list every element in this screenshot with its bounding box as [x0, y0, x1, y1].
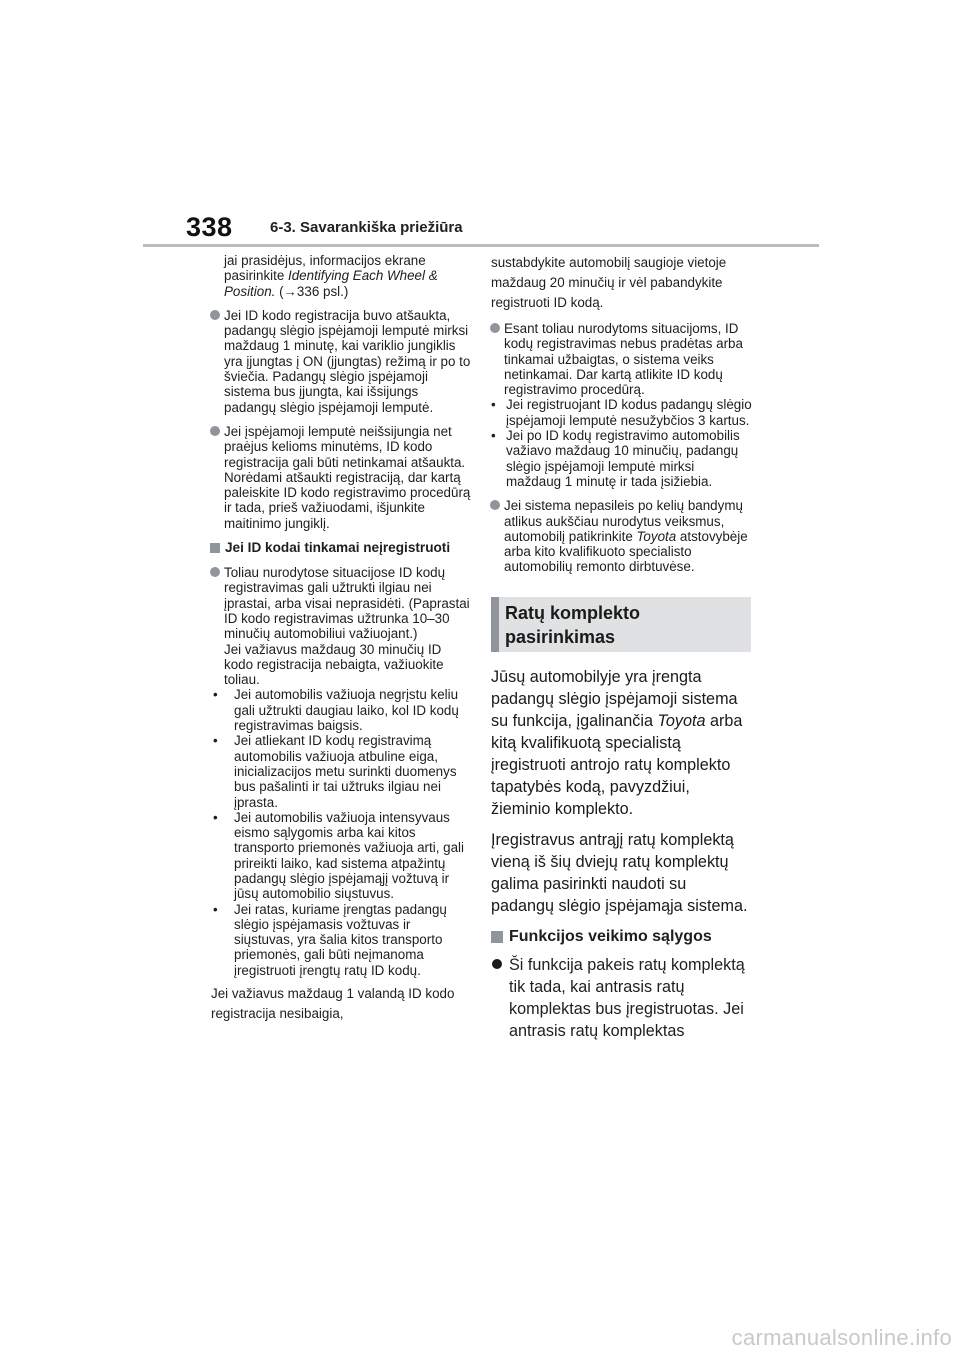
right-subheading-text: Funkcijos veikimo sąlygos [509, 927, 712, 945]
left-sub4-text: Jei ratas, kuriame įrengtas padangų slėgio įspėjamasis vožtuvas ir siųstuvas, yra šalia kitos transporto priemonės, gali būti neįmanoma įregistruoti įrengtų ratų ID kodų. [234, 901, 447, 978]
left-intro [211, 253, 473, 299]
left-intro-italic: Identifying Each Wheel & Position. [224, 268, 438, 299]
left-sub1-text: Jei automobilis važiuoja negrįstu keliu gali užtrukti daugiau laiko, kol ID kodų registravimas baigsis. [234, 687, 459, 734]
sub-bullet-icon: • [213, 687, 218, 703]
list-item [211, 308, 473, 415]
right-para1-italic: Toyota [657, 711, 706, 730]
list-item [211, 565, 473, 687]
left-bullet1-text: Jei ID kodo registracija buvo atšaukta, padangų slėgio įspėjamoji lemputė mirksi maždaug 1 minutę, kai variklio jungiklis yra įjungtas į ON (įjungtas) režimą ir po to šviečia. Padangų slėgio įspėjamoji sistema bus įjungta, kai išsijungs padangų slėgio įspėjamoji lemputė. [224, 307, 471, 415]
square-bullet-icon [210, 543, 220, 553]
header-divider [143, 244, 819, 247]
page-number: 338 [186, 212, 233, 242]
banner-title-line1: Ratų komplekto [505, 602, 641, 623]
right-para1-text: Jūsų automobilyje yra įrengta padangų slėgio įspėjamoji sistema su funkcija, įgalinančia [491, 667, 738, 730]
list-item [211, 687, 473, 733]
left-subheading-text: Jei ID kodai tinkamai neįregistruoti [225, 540, 451, 556]
bullet-icon [490, 500, 500, 510]
page-header [0, 0, 960, 250]
left-sub2-text: Jei atliekant ID kodų registravimą automobilis važiuoja atbuline eiga, inicializacijos metu surinkti duomenys bus pašalinti ir tai užtruks ilgiau nei įprasta. [234, 733, 457, 810]
list-item [491, 397, 753, 428]
right-column [491, 253, 753, 1042]
sub-bullet-icon: • [213, 733, 218, 749]
left-column [211, 253, 473, 1032]
sub-bullet-icon: • [491, 428, 496, 444]
section-banner [491, 597, 751, 652]
list-item [491, 428, 753, 489]
right-para1 [491, 666, 753, 820]
bullet-icon [210, 567, 220, 577]
right-sub2-text: Jei po ID kodų registravimo automobilis važiavo maždaug 10 minučių, padangų slėgio įspėjamoji lemputė mirksi maždaug 1 minutę ir tada įsižiebia. [506, 428, 740, 489]
list-item [211, 733, 473, 809]
right-bullet2-italic: Toyota [636, 528, 677, 544]
watermark: carmanualsonline.info [731, 1325, 952, 1350]
right-bullet1-text: Esant toliau nurodytoms situacijoms, ID kodų registravimas nebus pradėtas arba tinkamai užbaigtas, o sistema veiks netinkamai. Dar kartą atlikite ID kodų registravimo procedūrą. [504, 321, 743, 398]
list-item [491, 321, 753, 397]
right-sub1-text: Jei registruojant ID kodus padangų slėgio įspėjamoji lemputė nesužybčios 3 kartus. [506, 397, 752, 428]
left-sub3-text: Jei automobilis važiuoja intensyvaus eismo sąlygomis arba kai kitos transporto priemonės važiuoja arti, gali prireikti laiko, kad sistema atpažintų padangų slėgio įspėjamąjį vožtuvą ir jūsų automobilio siųstuvus. [234, 809, 464, 902]
banner-title-line2: pasirinkimas [505, 626, 616, 647]
sub-bullet-icon: • [213, 809, 218, 825]
sub-bullet-icon: • [491, 397, 496, 413]
bullet-icon [490, 323, 500, 333]
left-bullet2-text: Jei įspėjamoji lemputė neišsijungia net praėjus kelioms minutėms, ID kodo registracija gali būti netinkamai atšaukta. Norėdami atšaukti registraciją, dar kartą paleiskite ID kodo registravimo procedūrą ir tada, prieš važiuodami, išjunkite maitinimo jungiklį. [224, 423, 471, 531]
list-item [491, 498, 753, 574]
right-bullet2-text: Jei sistema nepasileis po kelių bandymų atlikus aukščiau nurodytus veiksmus, automobilį patikrinkite [504, 498, 743, 544]
square-bullet-icon [491, 931, 503, 943]
section-title: 6-3. Savarankiška priežiūra [270, 219, 463, 236]
right-para1-text-end: arba kitą kvalifikuotą specialistą įregistruoti antrojo ratų komplekto tapatybės kodą, pavyzdžiui, žieminio komplekto. [491, 711, 743, 818]
left-intro-text: jai prasidėjus, informacijos ekrane pasirinkite [224, 253, 426, 284]
list-item [211, 424, 473, 531]
sub-bullet-icon: • [213, 901, 218, 917]
left-subheading [211, 540, 473, 556]
right-para2: Įregistravus antrąjį ratų komplektą vieną iš šių dviejų ratų komplektų galima pasirinkti naudoti su padangų slėgio įspėjamąja sistema. [491, 830, 748, 915]
left-bullet3-text: Toliau nurodytose situacijose ID kodų registravimas gali užtrukti ilgiau nei įprastai, arba visai neprasidėti. (Paprastai ID kodo registravimas užtrunka 10–30 minučių automobiliui važiuojant.) [224, 565, 470, 642]
right-bullet3-text: Ši funkcija pakeis ratų komplektą tik tada, kai antrasis ratų komplektas bus įregistruotas. Jei antrasis ratų komplektas [509, 955, 745, 1040]
bullet-icon [210, 310, 220, 320]
right-intro: sustabdykite automobilį saugioje vietoje maždaug 20 minučių ir vėl pabandykite registruoti ID kodą. [491, 255, 727, 310]
left-bullet3-cont: Jei važiavus maždaug 30 minučių ID kodo registracija nebaigta, važiuokite toliau. [224, 641, 444, 688]
list-item [211, 902, 473, 978]
left-intro-ref: (→336 psl.) [275, 283, 349, 299]
list-item [211, 810, 473, 902]
bullet-icon [492, 959, 502, 969]
right-bullet2-text-end: atstovybėje arba kito kvalifikuoto specialisto automobilių remonto dirbtuvėse. [504, 528, 748, 575]
right-body [491, 666, 753, 917]
right-subheading [491, 926, 753, 948]
bullet-icon [210, 426, 220, 436]
left-outro: Jei važiavus maždaug 1 valandą ID kodo registracija nesibaigia, [211, 986, 455, 1022]
list-item [491, 954, 753, 1042]
